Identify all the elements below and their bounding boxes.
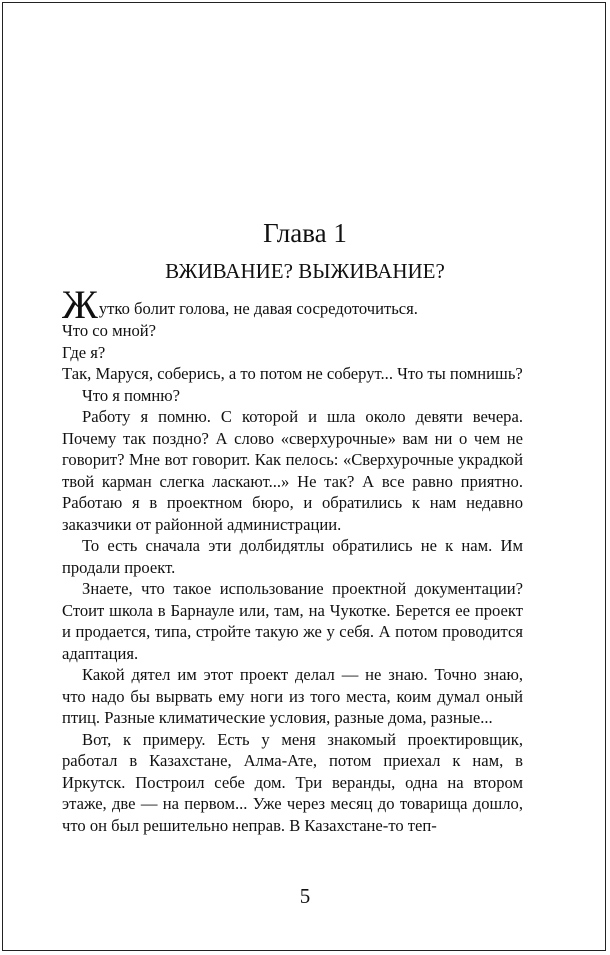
first-paragraph: [62, 282, 523, 327]
paragraph: Работу я помню. С которой и шла около девяти вечера. Почему так поздно? А слово «сверхурочные» вам ни о чем не говорит? Мне вот говорит. Как пелось: «Сверхурочные украдкой твой карман слегка ласкают...» Не так? А все равно приятно. Работаю я в проектном бюро, и обратились к нам недавно заказчики от районной администрации.: [62, 407, 523, 534]
paragraph: Так, Маруся, соберись, а то потом не соберут... Что ты помнишь?: [62, 364, 523, 383]
chapter-title: Глава 1: [263, 218, 347, 248]
paragraph: Что со мной?: [62, 321, 156, 340]
chapter-subtitle: ВЖИВАНИЕ? ВЫЖИВАНИЕ?: [165, 259, 445, 283]
page-number: 5: [299, 884, 311, 908]
paragraph: Что я помню?: [82, 385, 181, 405]
paragraph: То есть сначала эти долбидятлы обратились не к нам. Им продали проект.: [62, 536, 523, 577]
paragraph: Знаете, что такое использование проектной документации? Стоит школа в Барнауле или, там, на Чукотке. Берется ее проект и продается, типа, стройте такую же у себя. А потом проводится адаптация.: [62, 579, 523, 663]
paragraph: Где я?: [62, 342, 106, 362]
drop-cap: Ж: [62, 282, 98, 327]
paragraph: Какой дятел им этот проект делал — не знаю. Точно знаю, что надо бы вырвать ему ноги из того места, коим думал оный птиц. Разные климатические условия, разные дома, разные...: [62, 665, 523, 727]
paragraph: Вот, к примеру. Есть у меня знакомый проектировщик, работал в Казахстане, Алма-Ате, потом приехал к нам, в Иркутск. Построил себе дом. Три веранды, одна на втором этаже, две — на первом... Уже через месяц до товарища дошло, что он был решительно неправ. В Казахстане-то теп-: [62, 729, 523, 835]
first-line-text: утко болит голова, не давая сосредоточиться.: [98, 299, 418, 318]
body-text: [62, 282, 523, 836]
